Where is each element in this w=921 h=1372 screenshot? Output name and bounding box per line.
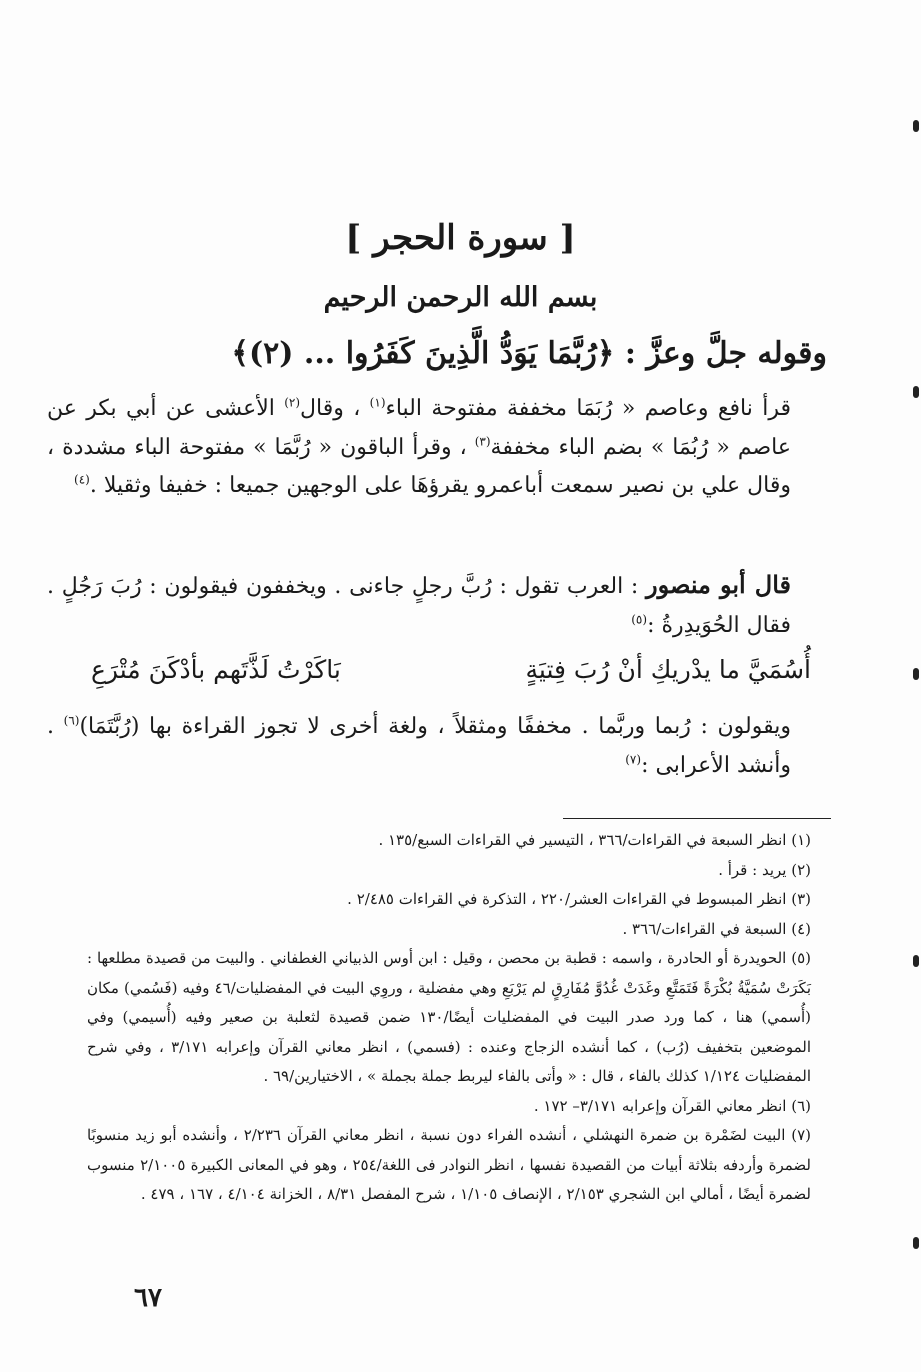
footnote-3: (٣) انظر المبسوط في القراءات العشر/٢٢٠ ، التذكرة في القراءات ٢/٤٨٥ . [347,890,811,908]
footnote-ref[interactable]: (٤) [74,472,90,487]
sura-title: [ سورة الحجر ] [345,218,576,258]
footnote-2: (٢) يريد : قرأ . [718,860,811,879]
footnote-divider [563,818,831,819]
footnotes [87,826,831,1210]
paragraph-text: . وأنشد الأعرابى : [47,714,791,778]
footnote-ref[interactable]: (٢) [284,395,301,410]
paragraph-text: ، وقرأ الباقون « رُبَّمَا » مفتوحة الباء مشددة ، وقال علي بن نصير سمعت أباعمرو يقرؤهَا على الوجهين جميعا : خفيفا وثقيلا . [47,434,791,498]
speaker-name: قال أبو منصور [646,570,792,599]
page-number: ٦٧ [134,1283,162,1313]
footnote-ref[interactable]: (٧) [625,752,642,767]
paragraph-text: : العرب تقول : رُبَّ رجلٍ جاءنى . ويخففون فيقولون : رُبَ رَجُلٍ . فقال الحُوَيدِرةُ : [47,574,791,638]
verse-heading: وقوله جلَّ وعزَّ : ﴿رُبَّمَا يَوَدُّ الَّذِينَ كَفَرُوا ... (٢)﴾ [231,336,827,371]
scan-edge-mark [913,386,919,398]
poem-verse [91,655,811,699]
footnote-5: (٥) الحويدرة أو الحادرة ، واسمه : قطبة بن محصن ، وقيل : ابن أوس الذبياني الغطفاني . والبيت من قصيدة مطلعها : بَكَرَتْ سُمَيَّةُ بُكْرَةً فَتَمَتَّعِ وغَدَتْ غُدُوَّ مُفَارِقٍ لم يَرْبَعِ وهي مفضلية ، وروِي البيت في المفضليات/٤٦ وفيه (فَسُمي) مكان (أُسمي) هنا ، كما ورد صدر البيت في المفضليات أيضًا/١٣٠ ضمن قصيدة لثعلبة بن صعير وفيه (أُسيمي) وفي الموضعين بتخفيف (رُب) ، كما أنشده الزجاج وعنده : (فسمي) ، انظر معاني القرآن وإعرابه ٣/١٧١ ، وفي شرح المفضليات ١/١٢٤ كذلك بالفاء ، قال : « وأتى بالفاء ليربط جملة بجملة » ، الاختيارين/٦٩ . [87,949,811,1085]
paragraph-abu-mansur [47,566,831,646]
basmala: بسم الله الرحمن الرحيم [323,282,598,313]
poem-first-hemistich: أُسُمَيَّ ما يدْريكِ أنْ رُبَ فِتيَةٍ [525,655,811,684]
footnote-6: (٦) انظر معاني القرآن وإعرابه ٣/١٧١– ١٧٢ . [533,1096,811,1115]
footnote-ref[interactable]: (٦) [63,713,80,728]
footnote-1: (١) انظر السبعة في القراءات/٣٦٦ ، التيسير في القراءات السبع/١٣٥ . [378,831,811,849]
paragraph-text: ويقولون : رُبما وربَّما . مخففًا ومثقلاً ، ولغة أخرى لا تجوز القراءة بها (رُبَّتَمَا) [79,714,791,739]
footnote-4: (٤) السبعة في القراءات/٣٦٦ . [622,919,811,938]
paragraph-variants [47,708,831,788]
paragraph-readings [47,390,831,550]
scan-edge-mark [913,120,919,132]
scan-edge-mark [913,668,919,680]
scan-edge-mark [913,955,919,967]
footnote-7: (٧) البيت لضَمْرة بن ضمرة النهشلي ، أنشده الفراء دون نسبة ، انظر معاني القرآن ٢/٢٣٦ ، وأنشده أبو زيد منسوبًا لضمرة وأردفه بثلاثة أبيات من القصيدة نفسها ، انظر النوادر فى اللغة/٢٥٤ ، وهو في المعانى الكبيرة ٢/١٠٠٥ منسوب لضمرة أيضًا ، أمالي ابن الشجري ٢/١٥٣ ، الإنصاف ١/١٠٥ ، شرح المفصل ٨/٣١ ، الخزانة ٤/١٠٤ ، ١٦٧ ، ٤٧٩ . [87,1126,812,1203]
paragraph-text: قرأ نافع وعاصم « رُبَمَا مخففة مفتوحة الباء [385,396,791,421]
footnote-ref[interactable]: (١) [369,395,386,410]
paragraph-text: الأعشى عن أبي بكر عن عاصم « رُبُمَا » بضم الباء مخففة [47,396,791,460]
paragraph-text: ، وقال [300,396,370,421]
footnote-ref[interactable]: (٥) [631,612,648,627]
footnote-ref[interactable]: (٣) [474,434,491,449]
poem-second-hemistich: بَاكَرْتُ لَذَّتَهم بأدْكَنَ مُتْرَعِ [91,655,341,684]
scan-edge-mark [913,1237,919,1249]
